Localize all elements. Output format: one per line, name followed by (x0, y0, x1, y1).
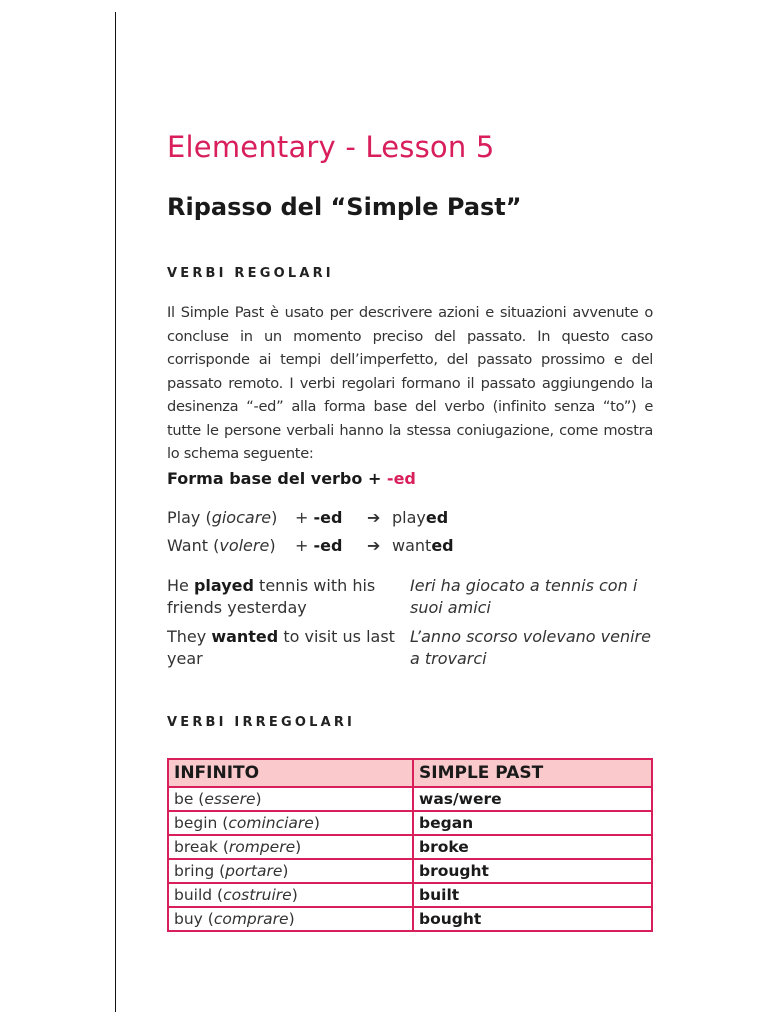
example-row: Play (giocare) + -ed ➔ played (167, 508, 449, 527)
table-row (168, 883, 652, 907)
simple-past-cell: brought (413, 859, 652, 883)
example-verb: Want (167, 536, 209, 555)
table-row (168, 835, 652, 859)
column-header-simple-past: SIMPLE PAST (413, 759, 652, 787)
sentence-text: to visit us last year (167, 627, 395, 668)
formula-suffix: -ed (386, 469, 416, 488)
table-row (168, 859, 652, 883)
arrow-icon: ➔ (367, 536, 381, 555)
example-ending: ed (425, 508, 449, 527)
verb-text: break (174, 838, 218, 856)
lesson-subtitle: Ripasso del “Simple Past” (167, 193, 522, 221)
infinitive-cell: begin (cominciare) (168, 811, 413, 835)
intro-paragraph: Il Simple Past è usato per descrivere azioni e situazioni avvenute o concluse in un momento preciso del passato. In questo caso corrisponde ai tempi dell’imperfetto, del passato prossimo e del passato remoto. I verbi regolari formano il passato aggiungendo la desinenza “-ed” alla forma base del verbo (infinito senza “to”) e tutte le persone verbali hanno la stessa coniugazione, come mostra lo schema seguente: (167, 304, 653, 462)
sentence-english (167, 626, 397, 670)
example-suffix: -ed (313, 536, 343, 555)
table-row (168, 787, 652, 811)
example-suffix: -ed (313, 508, 343, 527)
formula (167, 469, 416, 488)
simple-past-cell: bought (413, 907, 652, 931)
sentence-italian: Ieri ha giocato a tennis con i suoi amici (410, 576, 638, 617)
simple-past-cell: built (413, 883, 652, 907)
table-header-row (168, 759, 652, 787)
example-stem: play (392, 508, 426, 527)
verb-text: begin (174, 814, 218, 832)
example-gloss: volere (219, 536, 270, 555)
table-row (168, 811, 652, 835)
margin-rule (115, 12, 116, 1012)
sentence-verb: wanted (211, 627, 279, 646)
simple-past-cell: began (413, 811, 652, 835)
example-row: Want (volere) + -ed ➔ wanted (167, 536, 454, 555)
verb-text: build (174, 886, 213, 904)
example-stem: want (392, 536, 432, 555)
verb-text: buy (174, 910, 203, 928)
column-header-infinitive: INFINITO (168, 759, 413, 787)
arrow-icon: ➔ (367, 508, 381, 527)
regular-verbs-heading: VERBI REGOLARI (167, 266, 334, 281)
verb-text: be (174, 790, 194, 808)
simple-past-cell: was/were (413, 787, 652, 811)
infinitive-cell: be (essere) (168, 787, 413, 811)
example-ending: ed (431, 536, 454, 555)
irregular-verbs-heading: VERBI IRREGOLARI (167, 715, 356, 730)
simple-past-cell: broke (413, 835, 652, 859)
sentence-text: He (167, 576, 194, 595)
verb-gloss: cominciare (228, 814, 314, 832)
formula-base: Forma base del verbo + (167, 469, 387, 488)
example-gloss: giocare (211, 508, 272, 527)
infinitive-cell: bring (portare) (168, 859, 413, 883)
lesson-title: Elementary - Lesson 5 (167, 130, 495, 164)
sentence-text: They (167, 627, 212, 646)
verb-gloss: comprare (213, 910, 289, 928)
verb-text: bring (174, 862, 215, 880)
infinitive-cell: buy (comprare) (168, 907, 413, 931)
example-verb: Play (167, 508, 201, 527)
sentence-english (167, 575, 397, 619)
plus-sign: + (295, 536, 309, 555)
sentence-verb: played (193, 576, 254, 595)
infinitive-cell: build (costruire) (168, 883, 413, 907)
verb-gloss: costruire (223, 886, 292, 904)
sentence-text: tennis with his friends yesterday (167, 576, 376, 617)
infinitive-cell: break (rompere) (168, 835, 413, 859)
plus-sign: + (295, 508, 309, 527)
irregular-verbs-table (167, 758, 653, 932)
table-row (168, 907, 652, 931)
verb-gloss: rompere (228, 838, 296, 856)
verb-gloss: essere (204, 790, 256, 808)
sentence-italian: L’anno scorso volevano venire a trovarci (410, 627, 651, 668)
verb-gloss: portare (225, 862, 283, 880)
